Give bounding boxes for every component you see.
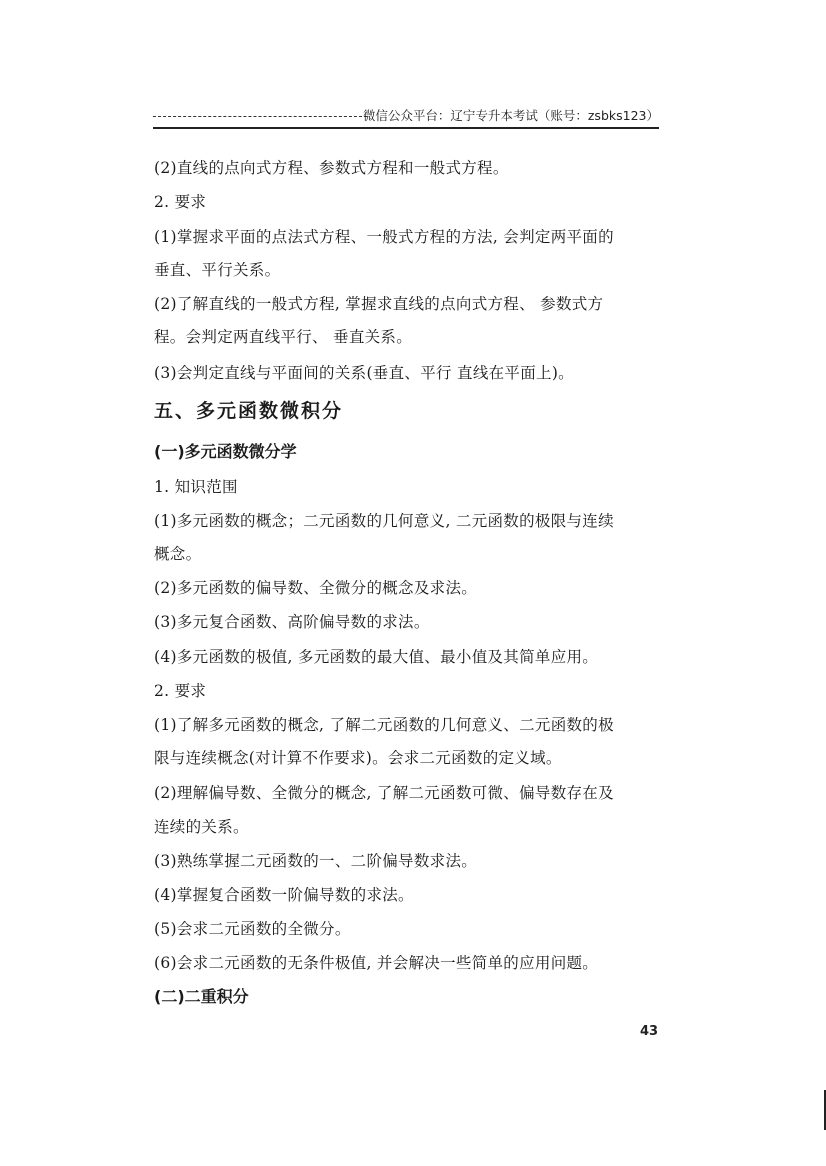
text-line: (4)掌握复合函数一阶偏导数的求法。	[154, 886, 414, 904]
text-line: 概念。	[154, 545, 202, 563]
text-line: 2. 要求	[154, 682, 207, 700]
text-line: 连续的关系。	[154, 818, 249, 836]
subsection-title: (二)二重积分	[154, 987, 249, 1006]
header-dashed-line	[153, 116, 367, 117]
text-line: (3)熟练掌握二元函数的一、二阶偏导数求法。	[154, 852, 478, 870]
text-line: (2)直线的点向式方程、参数式方程和一般式方程。	[154, 159, 509, 177]
text-line: (1)掌握求平面的点法式方程、一般式方程的方法, 会判定两平面的	[154, 228, 614, 246]
text-line: (6)会求二元函数的无条件极值, 并会解决一些简单的应用问题。	[154, 954, 599, 972]
page-header	[153, 106, 659, 128]
text-line: (3)多元复合函数、高阶偏导数的求法。	[154, 613, 430, 631]
text-line: 2. 要求	[154, 193, 207, 211]
section-title: 五、多元函数微积分	[154, 400, 344, 422]
text-line: (2)了解直线的一般式方程, 掌握求直线的点向式方程、 参数式方	[154, 295, 604, 313]
text-line: (2)理解偏导数、全微分的概念, 了解二元函数可微、偏导数存在及	[154, 784, 614, 802]
text-line: (1)多元函数的概念；二元函数的几何意义, 二元函数的极限与连续	[154, 512, 614, 530]
text-line: (1)了解多元函数的概念, 了解二元函数的几何意义、二元函数的极	[154, 716, 614, 734]
text-line: 1. 知识范围	[154, 478, 238, 496]
text-line: (4)多元函数的极值, 多元函数的最大值、最小值及其简单应用。	[154, 648, 599, 666]
text-line: (3)会判定直线与平面间的关系(垂直、平行 直线在平面上)。	[154, 364, 574, 382]
text-line: 程。会判定两直线平行、 垂直关系。	[154, 328, 413, 346]
header-rule	[153, 127, 659, 129]
text-line: (2)多元函数的偏导数、全微分的概念及求法。	[154, 579, 478, 597]
text-line: 垂直、平行关系。	[154, 261, 281, 279]
page-number: 43	[640, 1024, 659, 1039]
header-text: 微信公众平台：辽宁专升本考试（账号：zsbks123）	[362, 108, 659, 123]
text-line: (5)会求二元函数的全微分。	[154, 920, 351, 938]
subsection-title: (一)多元函数微分学	[154, 442, 297, 461]
text-line: 限与连续概念(对计算不作要求)。会求二元函数的定义域。	[154, 749, 562, 767]
